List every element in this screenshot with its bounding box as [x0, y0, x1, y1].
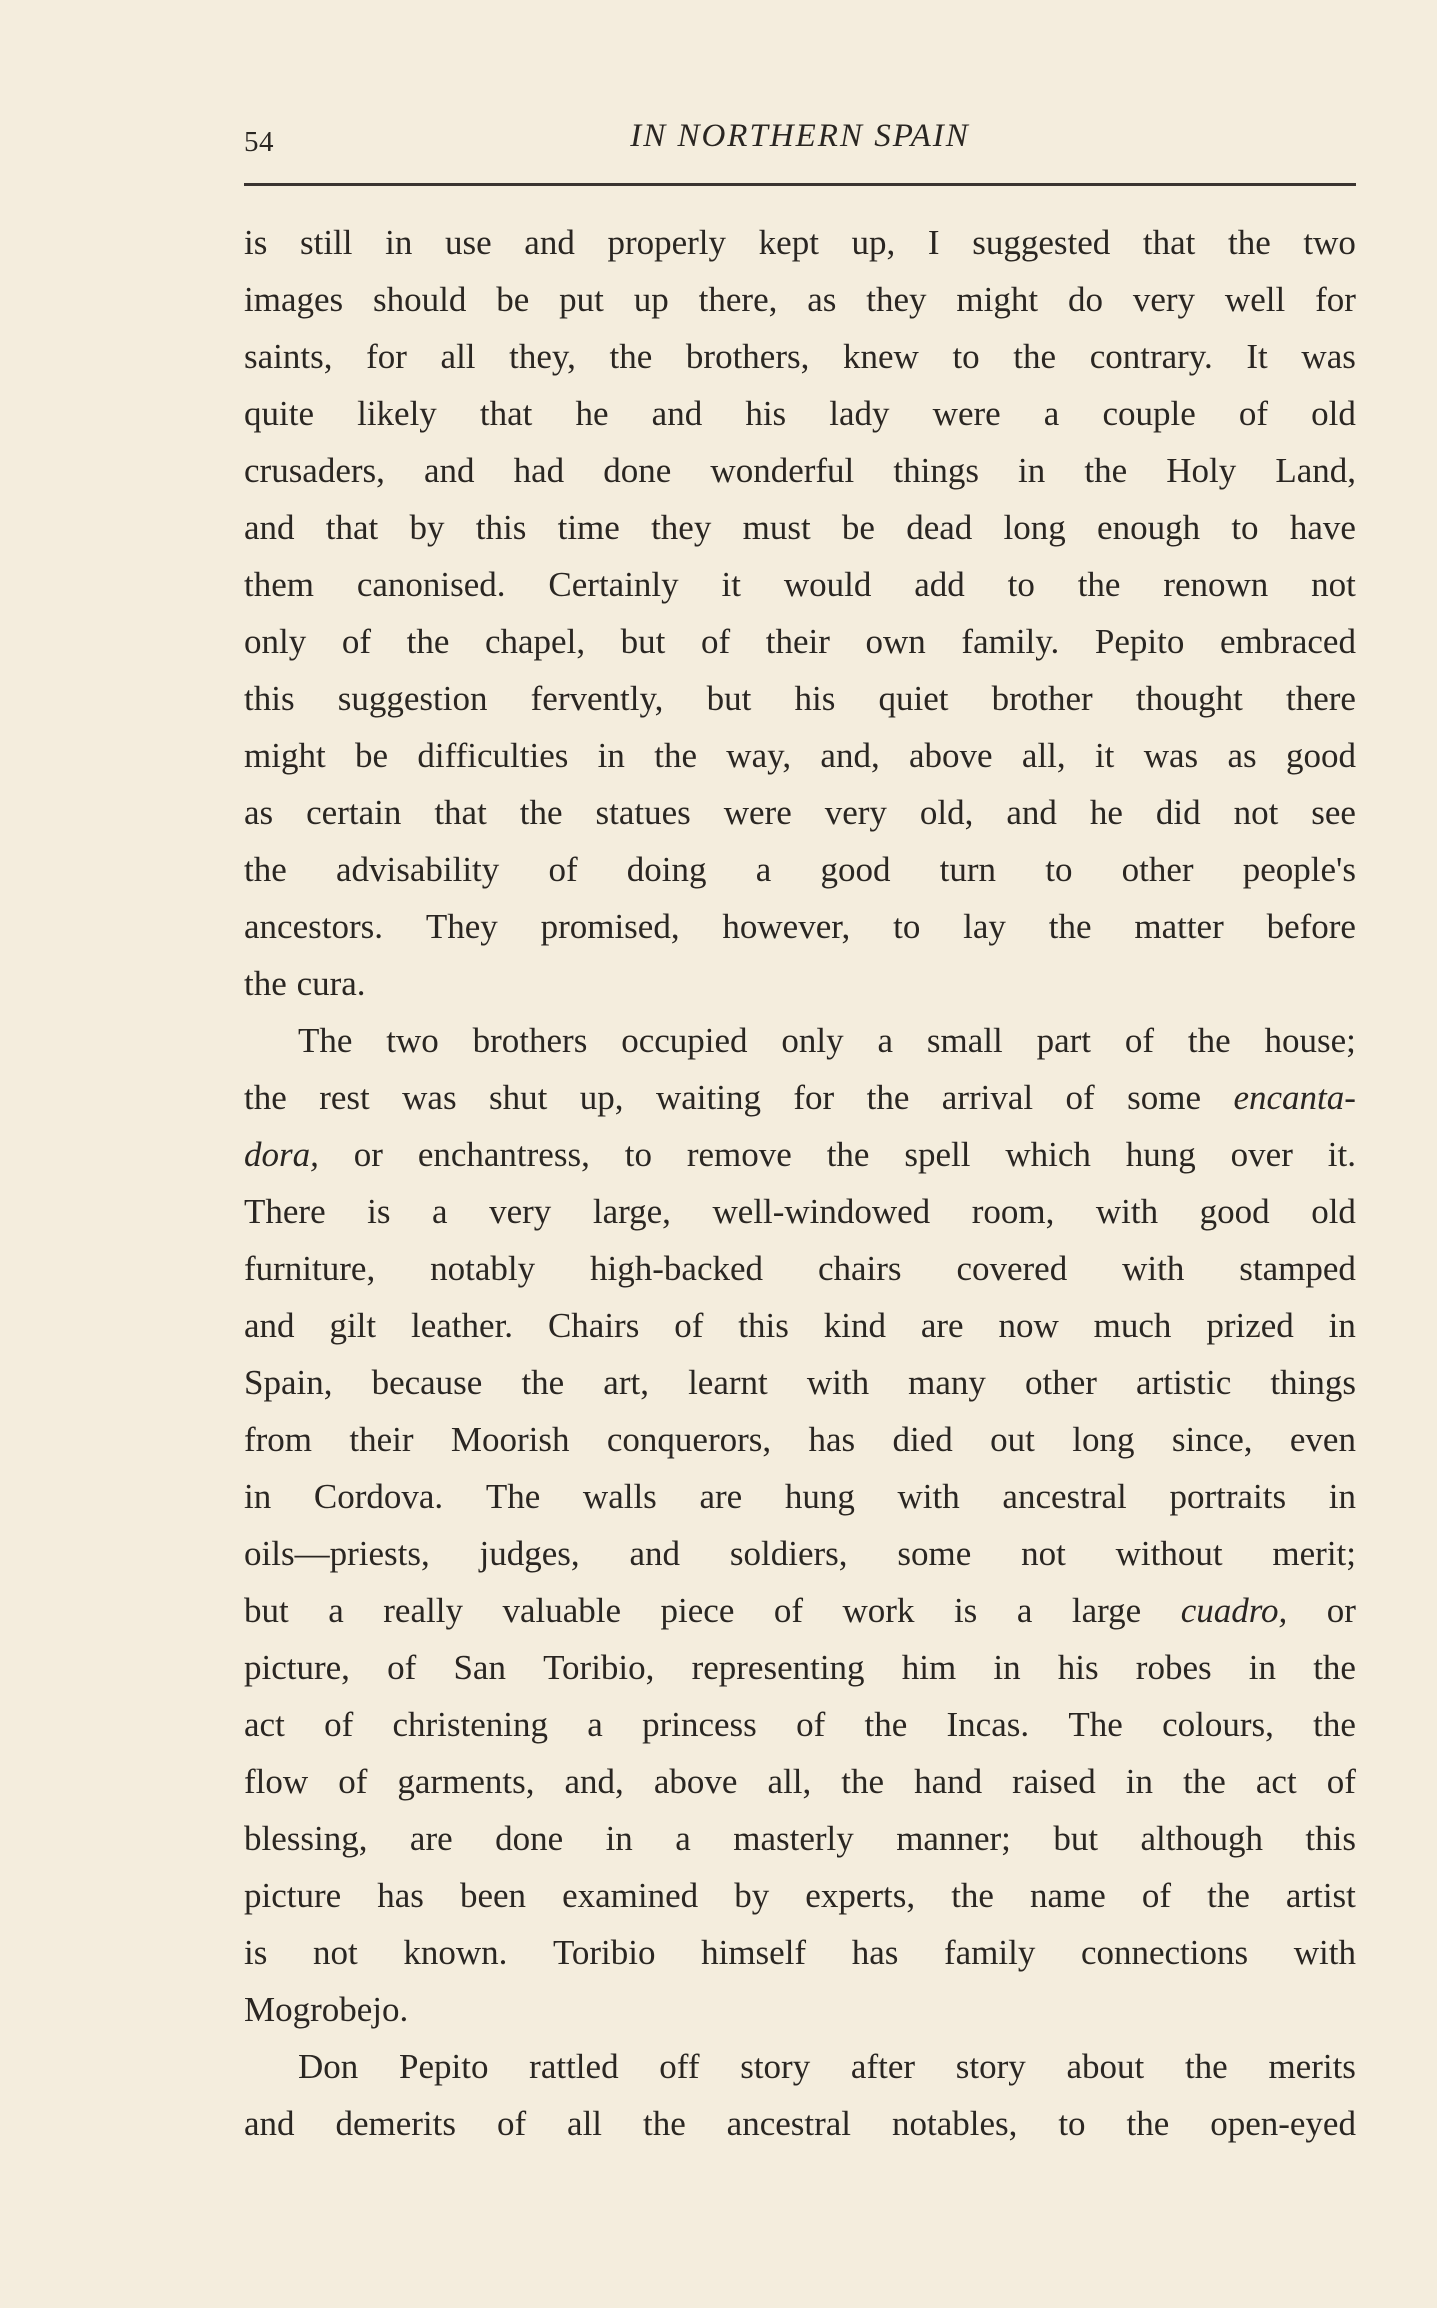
body-text	[244, 214, 1356, 2152]
text-line: the cura.	[244, 964, 366, 1003]
page-header	[244, 112, 1356, 172]
text-line: and demerits of all the ancestral notables, to the open-eyed	[244, 2104, 1356, 2143]
text-line: dora, or enchantress, to remove the spell which hung over it.	[244, 1135, 1356, 1174]
text-line: Spain, because the art, learnt with many other artistic things	[244, 1363, 1356, 1402]
text-line: might be difficulties in the way, and, above all, it was as good	[244, 736, 1356, 775]
text-line: from their Moorish conquerors, has died out long since, even	[244, 1420, 1356, 1459]
text-line: act of christening a princess of the Incas. The colours, the	[244, 1705, 1356, 1744]
text-line: as certain that the statues were very old, and he did not see	[244, 793, 1356, 832]
text-line: picture, of San Toribio, representing him in his robes in the	[244, 1648, 1356, 1687]
text-line: but a really valuable piece of work is a large cuadro, or	[244, 1591, 1356, 1630]
text-line: blessing, are done in a masterly manner; but although this	[244, 1819, 1356, 1858]
text-line: the advisability of doing a good turn to other people's	[244, 850, 1356, 889]
text-line: furniture, notably high-backed chairs covered with stamped	[244, 1249, 1356, 1288]
text-line: Mogrobejo.	[244, 1990, 409, 2029]
text-line: oils—priests, judges, and soldiers, some not without merit;	[244, 1534, 1356, 1573]
text-line: Don Pepito rattled off story after story about the merits	[298, 2047, 1356, 2086]
running-title: IN NORTHERN SPAIN	[630, 118, 970, 154]
text-line: the rest was shut up, waiting for the arrival of some encanta-	[244, 1078, 1356, 1117]
text-line: crusaders, and had done wonderful things in the Holy Land,	[244, 451, 1356, 490]
text-line: is still in use and properly kept up, I suggested that the two	[244, 223, 1356, 262]
text-line: this suggestion fervently, but his quiet brother thought there	[244, 679, 1356, 718]
text-line: in Cordova. The walls are hung with ancestral portraits in	[244, 1477, 1356, 1516]
text-line: images should be put up there, as they might do very well for	[244, 280, 1356, 319]
text-line: picture has been examined by experts, the name of the artist	[244, 1876, 1356, 1915]
text-line: flow of garments, and, above all, the hand raised in the act of	[244, 1762, 1356, 1801]
page-number: 54	[244, 126, 274, 158]
text-line: saints, for all they, the brothers, knew to the contrary. It was	[244, 337, 1356, 376]
text-line: The two brothers occupied only a small part of the house;	[298, 1021, 1356, 1060]
text-line: and that by this time they must be dead long enough to have	[244, 508, 1356, 547]
text-line: them canonised. Certainly it would add to the renown not	[244, 565, 1356, 604]
text-line: There is a very large, well-windowed room, with good old	[244, 1192, 1356, 1231]
text-line: ancestors. They promised, however, to lay the matter before	[244, 907, 1356, 946]
header-rule	[244, 183, 1356, 186]
text-line: and gilt leather. Chairs of this kind are now much prized in	[244, 1306, 1356, 1345]
text-line: quite likely that he and his lady were a couple of old	[244, 394, 1356, 433]
text-line: is not known. Toribio himself has family connections with	[244, 1933, 1356, 1972]
text-line: only of the chapel, but of their own family. Pepito embraced	[244, 622, 1356, 661]
